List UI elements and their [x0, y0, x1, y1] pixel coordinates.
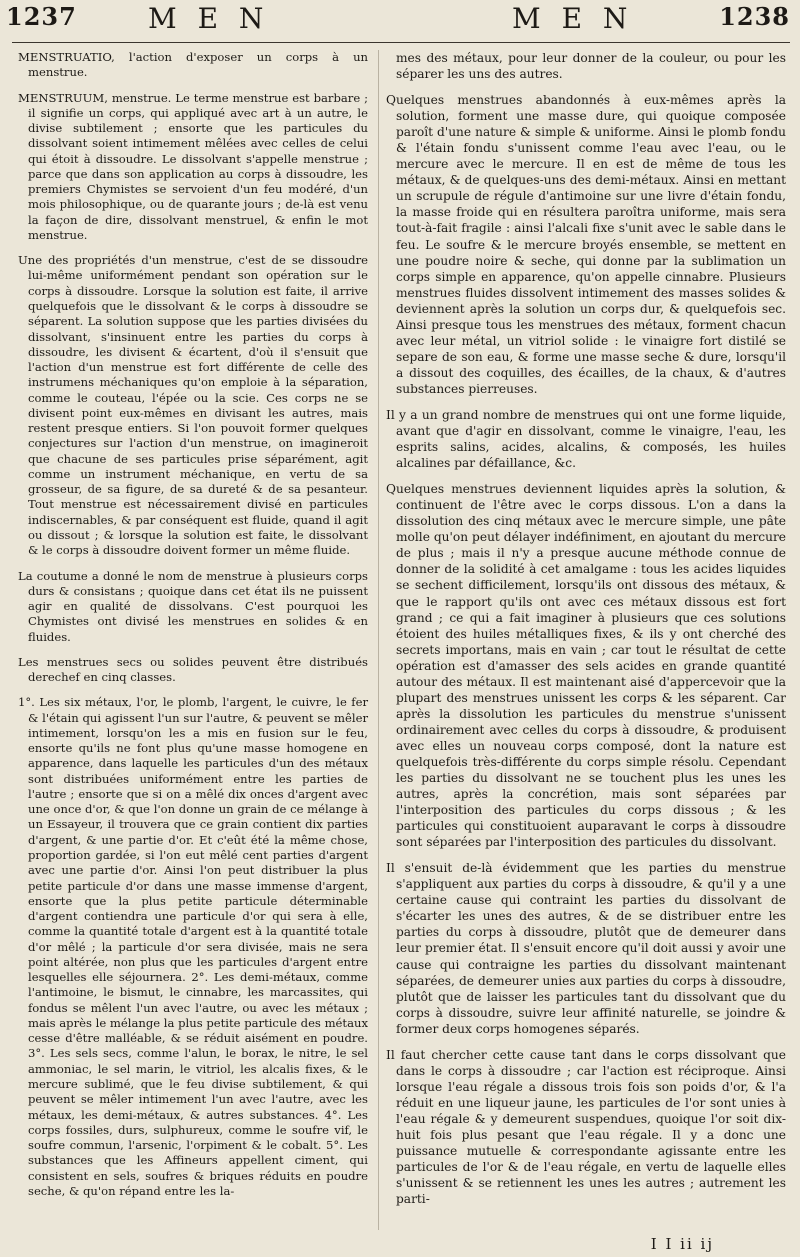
- paragraph: Quelques menstrues abandonnés à eux-mêmes après la solution, forment une masse dure, qui quoique composée paroît d'une nature & simple & uniforme. Ainsi le plomb fondu & l'étain fondu s'unissent comme l'eau avec l'eau, ou le mercure avec le mercure. Il en est de même de tous les métaux, & de quelques-uns des demi-métaux. Ainsi en mettant un scrupule de régule d'antimoine sur une livre d'étain fondu, la masse froide qui en résultera paroîtra uniforme, mais sera tout-à-fait fragile : ainsi l'alcali fixe s'unit avec le sable dans le feu. Le soufre & le mercure broyés ensemble, se mettent en une poudre noire & seche, qui donne par la sublimation un corps simple en apparence, qu'on appelle cinnabre. Plusieurs menstrues fluides dissolvent intimement des masses solides & deviennent après la solution un corps dur, & quelquefois sec. Ainsi presque tous les menstrues des métaux, forment chacun avec leur métal, un vitriol solide : le vinaigre fort distilé se separe de son eau, & forme une masse seche & dure, lorsqu'il a dissout des coquilles, des écailles, de la chaux, & d'autres substances pierreuses.: [386, 93, 786, 396]
- paragraph: Les menstrues secs ou solides peuvent être distribués derechef en cinq classes.: [18, 654, 368, 685]
- paragraph: Il faut chercher cette cause tant dans le corps dissolvant que dans le corps à dissoudre ; car l'action est réciproque. Ainsi lorsque l'eau régale a dissous trois fois son poids d'or, & l'a réduit en une liqueur jaune, les particules de l'or sont unies à l'eau régale & y demeurent suspendues, quoique l'or soit dix-huit fois plus pesant que l'eau régale. Il y a donc une puissance mutuelle & correspondante agissante entre les particules de l'or & de l'eau régale, en vertu de laquelle elles s'unissent & se retiennent les unes les autres ; autrement les parti-: [386, 1047, 786, 1207]
- paragraph: Il s'ensuit de-là évidemment que les parties du menstrue s'appliquent aux parties du corps à dissoudre, & qu'il y a une certaine cause qui contraint les parties du dissolvant de s'écarter les unes des autres, & de se distribuer entre les parties du corps à dissoudre, plutôt que de demeurer dans leur premier état. Il s'ensuit encore qu'il doit aussi y avoir une cause qui contraigne les parties du dissolvant maintenant séparées, de demeurer unies aux parties du corps à dissoudre, plutôt que de laisser les particules tant du dissolvant que du corps à dissoudre, suivre leur affinité naturelle, se joindre & former deux corps homogenes séparés.: [386, 861, 786, 1036]
- paragraph: 1°. Les six métaux, l'or, le plomb, l'argent, le cuivre, le fer & l'étain qui agissent l'un sur l'autre, & peuvent se mêler intimement, lorsqu'on les a mis en fusion sur le feu, ensorte qu'ils ne font plus qu'une masse homogene en apparence, dans laquelle les particules d'un des métaux sont distribuées uniformément entre les parties de l'autre ; ensorte que si on a mêlé dix onces d'argent avec une once d'or, & que l'on donne un grain de ce mélange à un Essayeur, il trouvera que ce grain contient dix parties d'argent, & une partie d'or. Et c'eût été la même chose, proportion gardée, si l'on eut mêlé cent parties d'argent avec une partie d'or. Ainsi l'on peut distribuer la plus petite particule d'or dans une masse immense d'argent, ensorte que la plus petite particule déterminable d'argent contiendra une particule d'or qui sera à elle, comme la quantité totale d'argent est à la quantité totale d'or mêlé ; la particule d'or sera divisée, mais ne sera point altérée, non plus que les particules d'argent entre lesquelles elle séjournera. 2°. Les demi-métaux, comme l'antimoine, le bismut, le cinnabre, les marcassites, qui fondus se mêlent l'un avec l'autre, ou avec les métaux ; mais après le mélange la plus petite particule des métaux cesse d'être malléable, & se réduit aisément en poudre. 3°. Les sels secs, comme l'alun, le borax, le nitre, le sel ammoniac, le sel marin, le vitriol, les alcalis fixes, & le mercure sublimé, que le feu divise subtilement, & qui peuvent se mêler intimement l'un avec l'autre, avec les métaux, les demi-métaux, & autres substances. 4°. Les corps fossiles, durs, sulphureux, comme le soufre vif, le soufre commun, l'arsenic, l'orpiment & le cobalt. 5°. Les substances que les Affineurs appellent ciment, qui consistent en sels, soufres & briques réduits en poudre seche, & qu'on répand entre les la-: [18, 695, 368, 1198]
- paragraph: MENSTRUUM, menstrue. Le terme menstrue est barbare ; il signifie un corps, qui appliqué avec art à un autre, le divise subtilement ; ensorte que les particules du dissolvant soient intimement mêlées avec celles de celui qui étoit à dissoudre. Le dissolvant s'appelle menstrue ; parce que dans son application au corps à dissoudre, les premiers Chymistes se servoient d'un feu modéré, d'un mois philosophique, ou de quarante jours ; de-là est venu la façon de dire, dissolvant menstruel, & enfin le mot menstrue.: [18, 90, 368, 242]
- paragraph: La coutume a donné le nom de menstrue à plusieurs corps durs & consistans ; quoique dans cet état ils ne puissent agir en qualité de dissolvans. C'est pourquoi les Chymistes ont divisé les menstrues en solides & en fluides.: [18, 568, 368, 644]
- signature-mark: I I ii ij: [650, 1235, 714, 1253]
- paragraph: Il y a un grand nombre de menstrues qui ont une forme liquide, avant que d'agir en dissolvant, comme le vinaigre, l'eau, les esprits salins, acides, alcalins, & composés, les huiles alcalines par défaillance, &c.: [386, 407, 786, 471]
- running-head-right: M E N: [512, 2, 634, 35]
- paragraph: Une des propriétés d'un menstrue, c'est de se dissoudre lui-même uniformément pendant son opération sur le corps à dissoudre. Lorsque la solution est faite, il arrive quelquefois que le dissolvant & le corps à dissoudre se séparent. La solution suppose que les parties divisées du dissolvant, s'insinuent entre les parties du corps à dissoudre, les divisent & écartent, d'où il s'ensuit que l'action d'un menstrue est fort différente de celle des instrumens méchaniques qu'on emploie à la séparation, comme le couteau, l'épée ou la scie. Ces corps ne se divisent point eux-mêmes en divisant les autres, mais restent presque entiers. Si l'on pouvoit former quelques conjectures sur l'action d'un menstrue, on imagineroit que chacune de ses particules prise séparément, agit comme un instrument méchanique, en vertu de sa grosseur, de sa figure, de sa dureté & de sa pesanteur. Tout menstrue est nécessairement divisé en particules indiscernables, & par conséquent est fluide, quand il agit ou dissout ; & lorsque la solution est faite, le dissolvant & le corps à dissoudre doivent former un même fluide.: [18, 253, 368, 558]
- paragraph: mes des métaux, pour leur donner de la couleur, ou pour les séparer les uns des autres.: [396, 51, 786, 82]
- column-divider: [378, 50, 379, 1230]
- paragraph: MENSTRUATIO, l'action d'exposer un corps à un menstrue.: [18, 50, 368, 80]
- paragraph: Quelques menstrues deviennent liquides après la solution, & continuent de l'être avec le corps dissous. L'on a dans la dissolution des cinq métaux avec le mercure simple, une pâte molle qu'on peut délayer indéfiniment, en ajoutant du mercure de plus ; mais il n'y a presque aucune méthode connue de donner de la solidité à cet amalgame : tous les acides liquides se sechent difficilement, lorsqu'ils ont dissous des métaux, & que le rapport qu'ils ont avec ces métaux dissous est fort grand ; ce qui a fait imaginer à plusieurs que ces solutions étoient des huiles métalliques fixes, & ils y ont cherché des secrets importans, mais en vain ; car tout le résultat de cette opération est d'amasser des sels acides en grande quantité autour des métaux. Il est maintenant aisé d'appercevoir que la plupart des menstrues unissent les corps & les séparent. Car après la dissolution les particules du menstrue s'unissent ordinairement avec celles du corps à dissoudre, & produisent avec elles un nouveau corps composé, dont la nature est quelquefois très-différente du corps simple résolu. Cependant les parties du dissolvant ne se touchent plus les unes les autres, après la concrétion, mais sont séparées par l'interposition des particules du corps dissous ; & les particules qui constituoient auparavant le corps à dissoudre sont séparées par l'interposition des particules du dissolvant.: [386, 482, 786, 850]
- right-column: [386, 50, 786, 1217]
- page-number-left: 1237: [6, 2, 77, 31]
- header-rule: [12, 42, 790, 43]
- left-column: [18, 50, 368, 1209]
- page-number-right: 1238: [719, 2, 790, 31]
- running-head-left: M E N: [148, 2, 270, 35]
